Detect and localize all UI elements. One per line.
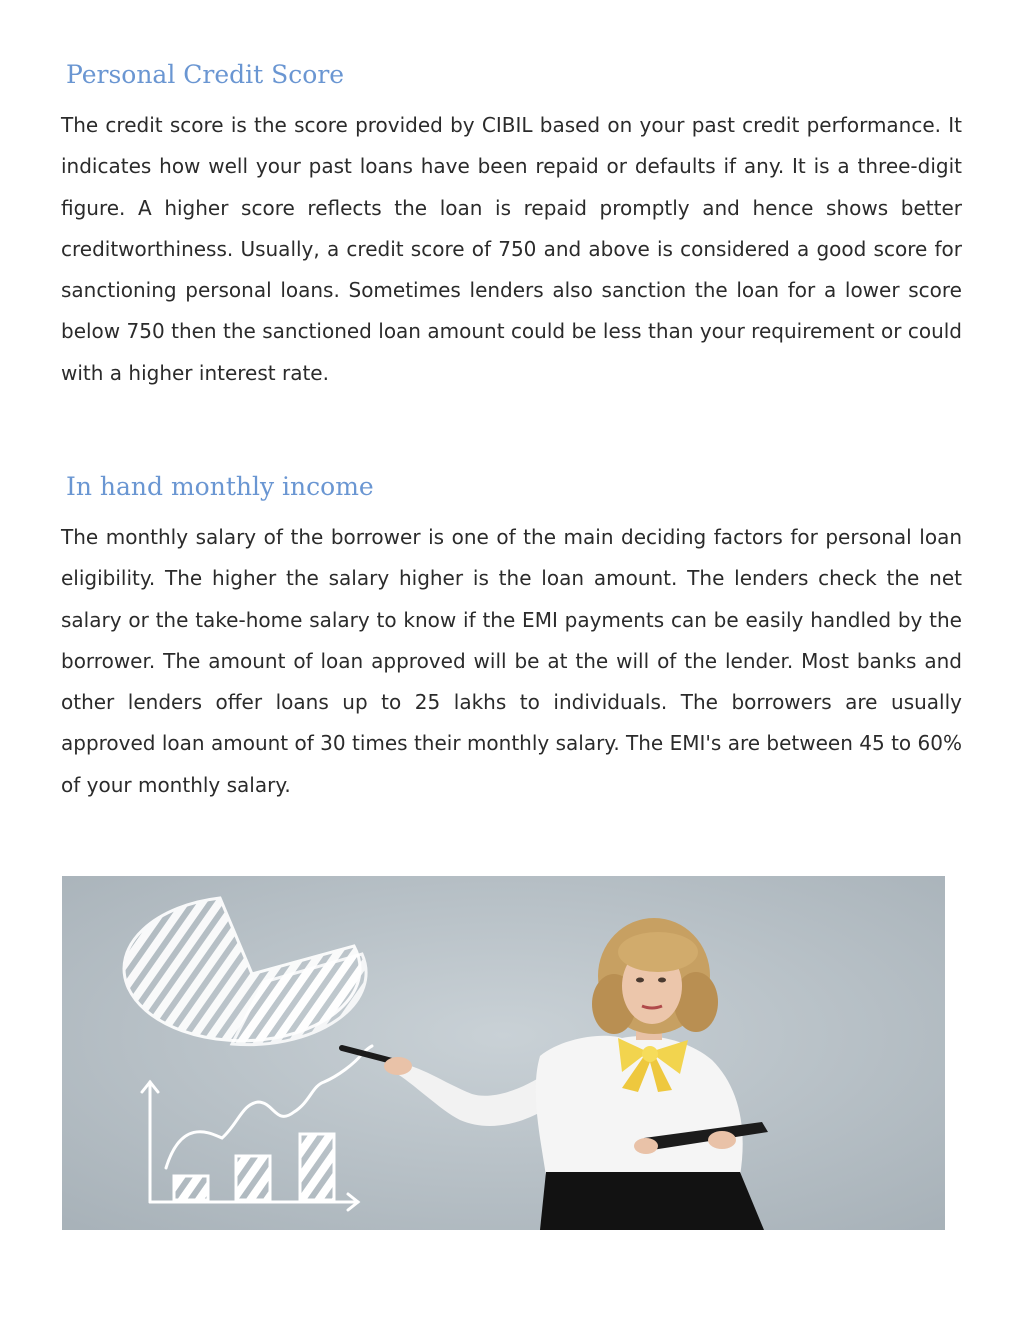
- section-heading-monthly-income: In hand monthly income: [66, 472, 374, 501]
- section-body-credit-score: The credit score is the score provided by CIBIL based on your past credit performance. It indicates how well your past loans have been repaid or defaults if any. It is a three-digit figure. A higher score reflects the loan is repaid promptly and hence shows better creditworthiness. Usually, a credit score of 750 and above is considered a good score for sanctioning personal loans. Sometimes lenders also sanction the loan for a lower score below 750 then the sanctioned loan amount could be less than your requirement or could with a higher interest rate.: [61, 113, 962, 385]
- section-body-monthly-income: The monthly salary of the borrower is one of the main deciding factors for personal loan eligibility. The higher the salary higher is the loan amount. The lenders check the net salary or the take-home salary to know if the EMI payments can be easily handled by the borrower. The amount of loan approved will be at the will of the lender. Most banks and other lenders offer loans up to 25 lakhs to individuals. The borrowers are usually approved loan amount of 30 times their monthly salary. The EMI's are between 45 to 60% of your monthly salary.: [61, 525, 962, 797]
- section-heading-credit-score: Personal Credit Score: [66, 60, 345, 89]
- illustration-photo: [62, 876, 945, 1230]
